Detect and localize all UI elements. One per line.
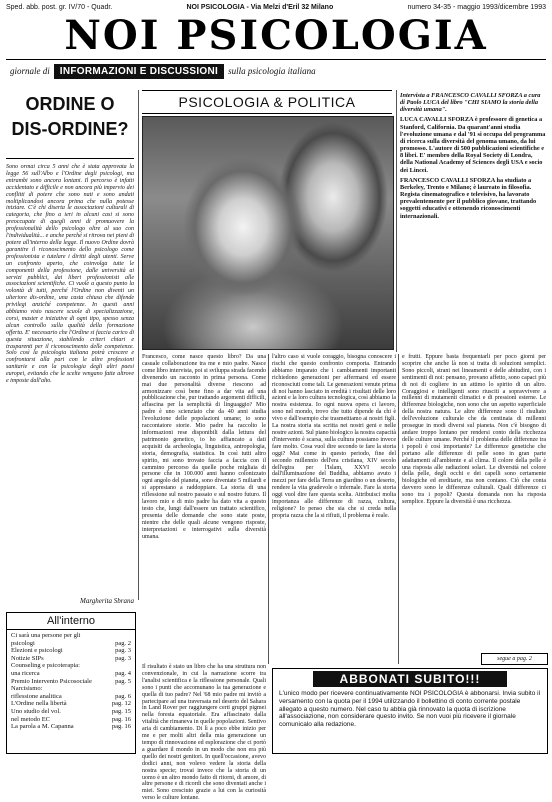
index-item xyxy=(11,716,131,724)
issue-info: numero 34-35 - maggio 1993/dicembre 1993 xyxy=(407,4,546,11)
interview-intro xyxy=(400,92,546,352)
bio-francesco: FRANCESCO CAVALLI SFORZA ha studiato a Berkeley, Trento e Milano; è laureato in filosofia. Regista cinematografico e televisivo, ha lavorato prevalentemente per il pubblico giovane, trattando soggetti educativi e ottenendo riconoscimenti internazionali. xyxy=(400,176,537,220)
index-item xyxy=(11,678,131,686)
subscribe-text: L'unico modo per ricevere continuativamente NOI PSICOLOGIA è abbonarsi. Invia subito il versamento con la quota per il 1994 utilizzando il bollettino di conto corrente postale allegato a questo numero. Nel caso tu abbia già rinnovato la quota di iscrizione all'associazione, non considerare questo invito. Se non vuoi più ricevere il giornale comunicalo alla redazione. xyxy=(279,690,541,729)
index-item xyxy=(11,632,131,640)
index-item-label: Ci sarà una persone per gli xyxy=(11,632,81,639)
index-item-page: pag. 15 xyxy=(111,707,131,715)
index-item-label: Uno studio del vol. xyxy=(11,707,61,715)
index-list xyxy=(7,630,135,733)
index-item xyxy=(11,708,131,716)
column-divider xyxy=(138,90,139,600)
index-box xyxy=(6,612,136,754)
index-item-page: pag. 4 xyxy=(115,669,131,677)
section-title: PSICOLOGIA & POLITICA xyxy=(142,90,392,114)
column-divider xyxy=(396,90,397,352)
index-item xyxy=(11,662,131,670)
left-article-body: Sono ormai circa 5 anni che è stata approvata la legge 56 sull'Albo e l'Ordine degli psicologi, ma entrambi sono ancora lontani. Il percorso è infatti accidentato e difficile e non ancora più impervio dei conflitti di potere che sono nati e sono andati moltiplicandosi ancora prima che nulla potesse iniziare. C'è chi diserta le associazioni culturali di categoria, che fino a ieri in alcuni casi si sono preoccupate di quegli anni di promuovere la professionalità dello psicologo oltre al suo con l'individualità... e anche perché si ritrova nei pieni di potere all'interno della legge. Il nuovo Ordine dovrà garantire il riconoscimento dello psicologo come professionista e tutelare i diritti degli utenti. Serve un confronto aperto, che coinvolga tutte le componenti della professione, dalle università ai servizi pubblici, dai liberi professionisti alle associazioni scientifiche. Ci vuole a questo punto la volontà di tutti, perché l'Ordine non diventi un ulteriore dis-ordine, una casta chiusa che difende privilegi anziché competenze. In questi anni abbiamo visto nascere scuole di specializzazione, corsi, master e iniziative di ogni tipo, spesso senza alcun controllo sulla qualità della formazione offerta. E' necessario che l'Ordine si faccia carico di questa situazione, stabilendo criteri chiari e trasparenti per il riconoscimento delle competenze. Solo così la psicologia italiana potrà crescere e confrontarsi alla pari con le altre professioni sanitarie e con la psicologia degli altri paesi europei, evitando che le scelte vengano fatte altrove e imposte dall'alto. xyxy=(6,164,134,385)
top-info-line xyxy=(6,3,546,12)
column-divider xyxy=(398,354,399,664)
index-item-label: La parola a M. Capanna xyxy=(11,723,74,731)
article-column-2: Il risultato è stato un libro che ha una struttura non convenzionale, in cui la narrazione scorre tra l'analisi scientifica e la riflessione personale. Quali sono i punti che accomunano la tua generazione e quella di tuo padre? Nel '68 mio padre mi invitò a partecipare ad una traversata nel deserto del Sahara in Land Rover per raggiungere certi gruppi pigmei nella foresta equatoriale. Era affascinato dalla vitalità che rimaneva in quelle popolazioni. Sentivo aria di cambiamento. Di lì a poco ebbe inizio per me e per molti altri della mia generazione un tempo di rinnovazione ed esplorazione che ci portò a guardare il mondo in un modo che non era più quello dei nostri genitori. In quell'occasione, avevo dodici anni, non volevo vedere la storia della nostra specie; trovai invece che la storia di un uomo è un altro mondo fatto di ritorni, di amore, di altre persone e di ricordi che sono diventati anche i miei. Sono cresciuto grazie a lui con la curiosità verso le culture lontane. xyxy=(142,664,266,802)
interview-photo xyxy=(142,116,394,350)
column-divider xyxy=(268,354,269,664)
index-item xyxy=(11,655,131,663)
postal-info: Sped. abb. post. gr. IV/70 - Quadr. xyxy=(6,4,113,11)
index-item xyxy=(11,647,131,655)
index-item xyxy=(11,670,131,678)
index-item-label: Notizie SIPs xyxy=(11,654,44,662)
index-item-label: una ricerca xyxy=(11,669,40,677)
index-item-label: Counseling e psicoterapia: xyxy=(11,662,80,670)
index-item xyxy=(11,640,131,648)
interview-intro-text: Intervista a FRANCESCO CAVALLI SFORZA a cura di Paolo LUCA del libro "CHI SIAMO la storia della diversità umana". xyxy=(400,92,541,114)
masthead-rule xyxy=(6,59,546,60)
masthead-title: NOI PSICOLOGIA xyxy=(64,12,488,59)
subtitle-box: INFORMAZIONI E DISCUSSIONI xyxy=(54,64,224,79)
publisher-address: NOI PSICOLOGIA - Via Melzi d'Eril 32 Milano xyxy=(186,4,334,11)
index-item-page: pag. 5 xyxy=(115,677,131,685)
article-column-1: Francesco, come nasce questo libro? Da una casuale collaborazione tra me e mio padre. Nasce come libro intervista, poi si sviluppa strada facendo divenendo un racconto in prima persona. Come mai due personalità diverse riescono ad armonizzare così bene fino a dar vita ad una pubblicazione che, pur trattando argomenti difficili, affascina per la semplicità di linguaggio? Mio padre è uno scienziato che da 40 anni studia l'evoluzione delle popolazioni umane; io sono raccontatore storie. Mio padre ha raccolto le informazioni rese disponibili dalla lettura del patrimonio genetico, io ho affiancato a dati acquisiti da archeologia, linguistica, antropologia, storia, demografia, statistica. In così tutti altro spirito, mi sono trovato faccia a faccia con il cammino percorso da quelle poche migliaia di persone che in 100.000 anni hanno colonizzato ogni angolo del pianeta, sono diventate 5 miliardi e si apprestano a raddoppiare. La storia di una riflessione sul nostro passato e sul nostro futuro. Il lavoro mio e di mio padre ha dato vita a questo testo che, lungi dall'essere un trattato scientifico, presenta delle domande che sono state poste, nientre che delle quali alcune vengono risposte, interpretazioni e interrogativi sulla diversità umana. xyxy=(142,354,266,540)
index-title: All'interno xyxy=(7,613,135,630)
index-item-page: pag. 16 xyxy=(111,715,131,723)
index-item-label: Premio Intervento Psicosociale xyxy=(11,677,92,685)
subtitle-right: sulla psicologia italiana xyxy=(228,66,316,76)
index-item-page: pag. 12 xyxy=(111,700,131,708)
article-column-4: e frutti. Eppure basta frequentarli per poco giorni per scoprire che anche là non si tratta di soluzioni semplici. Sono piccoli, strani nei lineamenti e delle abitudini, con i sentimenti di noi: pensano, provano affetto, sono capaci più di noi di cogliere in un attimo lo spirito di un altro. Coraggiosi e intelligenti sono riusciti a sopravvivere a millenni di mutamenti climatici e di pressioni esterne. Le differenze biologiche, non sono che un aspetto superficiale della nostra natura. Le altre differenze sono il risultato dell'evoluzione culturale che da centinaia di millenni prosegue in modi diversi sul pianeta. Non c'è bisogno di andare troppo lontano per rendersi conto della ricchezza delle culture umane. Perché il problema delle differenze tra i popoli è così importante? Le differenze genetiche che portano alle differenze di pelle sono in gran parte adattamenti all'ambiente e al clima. Il colore della pelle è una risposta alle radiazioni solari. Le diversità nel colore della pelle, degli occhi e dei capelli sono certamente biologiche ed ereditarie, ma non contano. Ciò che conta davvero sono le differenze culturali. Quali differenze ci sono tra i popoli? Questa domanda non ha risposta semplice. Eppure la diversità è una ricchezza. xyxy=(402,354,546,506)
index-item-page: pag. 16 xyxy=(111,723,131,731)
left-article-title: ORDINE O DIS-ORDINE? xyxy=(11,94,129,139)
left-article-rule xyxy=(6,158,134,159)
bio-luca: LUCA CAVALLI SFORZA è professore di genetica a Stanford, California. Da quarant'anni studia l'evoluzione umana e dal '91 si occupa del programma di ricerca sulla diversità del genoma umano, da lui promosso. L'autore di 500 pubblicazioni scientifiche e 8 libri. E' membro della Royal Society di Londra, della National Academy of Sciences degli USA e socio dei Lincei. xyxy=(400,116,546,174)
subscribe-title: ABBONATI SUBITO!!! xyxy=(313,671,507,687)
index-item-page: pag. 6 xyxy=(115,692,131,700)
index-item-page: pag. 2 xyxy=(115,639,131,647)
index-item-label: psicologi xyxy=(11,639,35,647)
index-item-label: L'Ordine nella libertà xyxy=(11,700,67,708)
index-item-page: pag. 3 xyxy=(115,647,131,655)
index-item xyxy=(11,685,131,693)
masthead-subtitle-bar xyxy=(6,63,546,79)
subtitle-left: giornale di xyxy=(10,66,50,76)
left-article-signature: Margherita Sbrana xyxy=(80,597,134,605)
index-item-label: Narcisismo: xyxy=(11,685,43,693)
article-column-3: l'altro caso si vuole coraggio, bisogna conoscere i rischi che questo confronto comporta. Entrando abbiamo imparato che i cambiamenti importanti richiedono generazioni per affermarsi ed essere riconosciuti come tali. Le generazioni venute prima di noi hanno lasciato in eredità i risultati delle loro azioni e la loro cultura tecnologica, così abbiamo la nostra esistenza. Io ogni nuova opera ci lavoro, sono nel mondo, trovo che tutto dipende da chi è vivo e dall'esempio che trasmettiamo ai nostri figli. La nostra storia sta scritta nei nostri geni e nelle nostre azioni. Sul piano biologico la nostra capacità d'intervento è scarsa, sulla cultura possiamo invece fare molto. Cosa vuol dire secondo te fare la storia oggi? Mai come in questo periodo, fine del secondo millennio dell'era cristiana, XIV secolo dell'egira per l'Islam, XXVI secolo dall'illuminazione del Buddha, abbiamo avuto i mezzi per fare della Terra un giardino o un deserto, rendere la vita gradevole o infernale. Fare la storia oggi vuol dire fare questa scelta. Attribuisci molta importanza alle differenze di razza, cultura, religione? Io penso che sia che si creda nella propria razza che la si rifiuti, il problema è reale. xyxy=(272,354,396,519)
index-item xyxy=(11,723,131,731)
index-item-page: pag. 3 xyxy=(115,654,131,662)
continues-note: segue a pag. 2 xyxy=(481,653,548,665)
index-item xyxy=(11,693,131,701)
subscribe-box xyxy=(272,668,548,754)
index-item-label: nel metodo EC xyxy=(11,715,50,723)
index-item-label: Elezioni e psicologi xyxy=(11,647,63,655)
index-item xyxy=(11,700,131,708)
index-item-label: riflessione analitica xyxy=(11,692,62,700)
